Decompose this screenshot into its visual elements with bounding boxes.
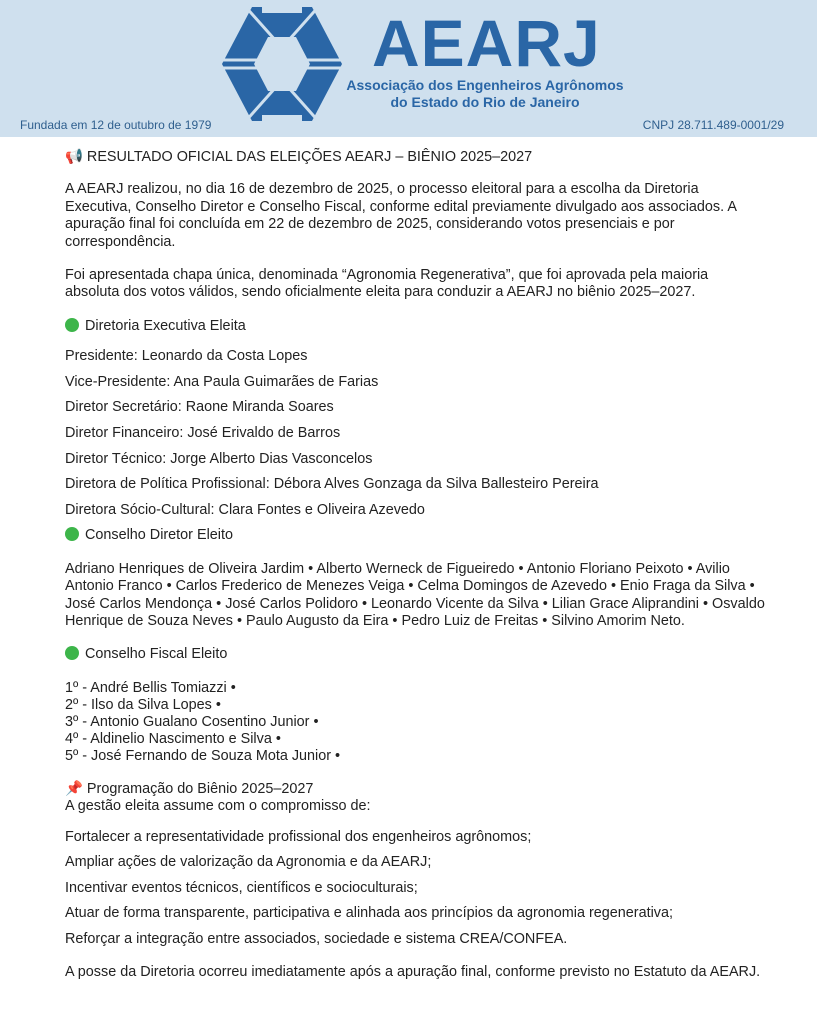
conselho-diretor-heading bbox=[65, 527, 765, 544]
title-text: RESULTADO OFICIAL DAS ELEIÇÕES AEARJ – BIÊNIO 2025–2027 bbox=[86, 149, 533, 165]
list-item: Atuar de forma transparente, participativa e alinhada aos princípios da agronomia regenerativa; bbox=[65, 905, 673, 922]
list-item: 3º - Antonio Gualano Cosentino Junior • bbox=[65, 713, 319, 730]
heading-text: Programação do Biênio 2025–2027 bbox=[86, 780, 314, 797]
pushpin-icon: 📌 bbox=[65, 780, 83, 797]
programacao-list bbox=[65, 829, 765, 949]
conselho-diretor-members: Adriano Henriques de Oliveira Jardim • Alberto Werneck de Figueiredo • Antonio Floriano Peixoto • Avilio Antonio Franco • Carlos Frederico de Menezes Veiga • Celma Domingos de Azevedo • Enio Fraga da Silva • José Carlos Mendonça • José Carlos Polidoro • Leonardo Vicente da Silva • Lilian Grace Aliprandini • Osvaldo Henrique de Souza Neves • Paulo Augusto da Eira • Pedro Luiz de Freitas • Silvino Amorim Neto. bbox=[65, 560, 765, 630]
list-item: 5º - José Fernando de Souza Mota Junior • bbox=[65, 747, 341, 764]
list-item: Fortalecer a representatividade profissional dos engenheiros agrônomos; bbox=[65, 828, 532, 845]
intro-paragraph: A AEARJ realizou, no dia 16 de dezembro de 2025, o processo eleitoral para a escolha da Diretoria Executiva, Conselho Diretor e Conselho Fiscal, conforme edital previamente divulgado aos associados. A apuração final foi concluída em 22 de dezembro de 2025, considerando votos presenciais e por correspondência. bbox=[65, 181, 737, 250]
subtitle-line-1: Associação dos Engenheiros Agrônomos bbox=[346, 77, 624, 93]
conselho-fiscal-heading bbox=[65, 646, 765, 663]
list-item: Diretor Secretário: Raone Miranda Soares bbox=[65, 399, 334, 416]
list-item: Incentivar eventos técnicos, científicos e socioculturais; bbox=[65, 879, 418, 896]
list-item: Reforçar a integração entre associados, sociedade e sistema CREA/CONFEA. bbox=[65, 931, 568, 948]
founded-date: Fundada em 12 de outubro de 1979 bbox=[20, 118, 212, 132]
conselho-fiscal-list bbox=[65, 680, 765, 765]
closing-paragraph: A posse da Diretoria ocorreu imediatamente após a apuração final, conforme previsto no Estatuto da AEARJ. bbox=[65, 964, 761, 981]
green-circle-icon bbox=[65, 527, 79, 541]
header-banner bbox=[0, 0, 817, 137]
list-item: Diretor Técnico: Jorge Alberto Dias Vasconcelos bbox=[65, 450, 373, 467]
green-circle-icon bbox=[65, 646, 79, 660]
list-item: 4º - Aldinelio Nascimento e Silva • bbox=[65, 730, 281, 747]
article-body bbox=[65, 149, 765, 982]
diretoria-heading bbox=[65, 318, 765, 335]
diretoria-list bbox=[65, 348, 765, 519]
chapa-paragraph: Foi apresentada chapa única, denominada “Agronomia Regenerativa”, que foi aprovada pela maioria absoluta dos votos válidos, sendo oficialmente eleita para conduzir a AEARJ no biênio 2025–2027. bbox=[65, 267, 709, 301]
megaphone-icon: 📢 bbox=[65, 149, 83, 165]
brand-subtitle bbox=[340, 77, 630, 111]
brand-name: AEARJ bbox=[372, 6, 601, 80]
list-item: Diretora de Política Profissional: Débora Alves Gonzaga da Silva Ballesteiro Pereira bbox=[65, 476, 599, 493]
list-item: Vice-Presidente: Ana Paula Guimarães de Farias bbox=[65, 373, 379, 390]
list-item: 2º - Ilso da Silva Lopes • bbox=[65, 696, 221, 713]
subtitle-line-2: do Estado do Rio de Janeiro bbox=[390, 94, 580, 110]
list-item: 1º - André Bellis Tomiazzi • bbox=[65, 679, 236, 696]
heading-text: Diretoria Executiva Eleita bbox=[85, 317, 246, 334]
green-circle-icon bbox=[65, 318, 79, 332]
list-item: Presidente: Leonardo da Costa Lopes bbox=[65, 348, 308, 365]
programacao-heading bbox=[65, 781, 765, 798]
list-item: Diretor Financeiro: José Erivaldo de Barros bbox=[65, 425, 341, 442]
aearj-logo-icon bbox=[220, 5, 344, 123]
heading-text: Conselho Diretor Eleito bbox=[85, 527, 233, 544]
list-item: Diretora Sócio-Cultural: Clara Fontes e Oliveira Azevedo bbox=[65, 501, 425, 518]
article-title bbox=[65, 149, 765, 166]
heading-text: Conselho Fiscal Eleito bbox=[85, 646, 228, 663]
programacao-lead: A gestão eleita assume com o compromisso de: bbox=[65, 798, 371, 815]
list-item: Ampliar ações de valorização da Agronomia e da AEARJ; bbox=[65, 854, 432, 871]
cnpj: CNPJ 28.711.489-0001/29 bbox=[642, 118, 784, 132]
